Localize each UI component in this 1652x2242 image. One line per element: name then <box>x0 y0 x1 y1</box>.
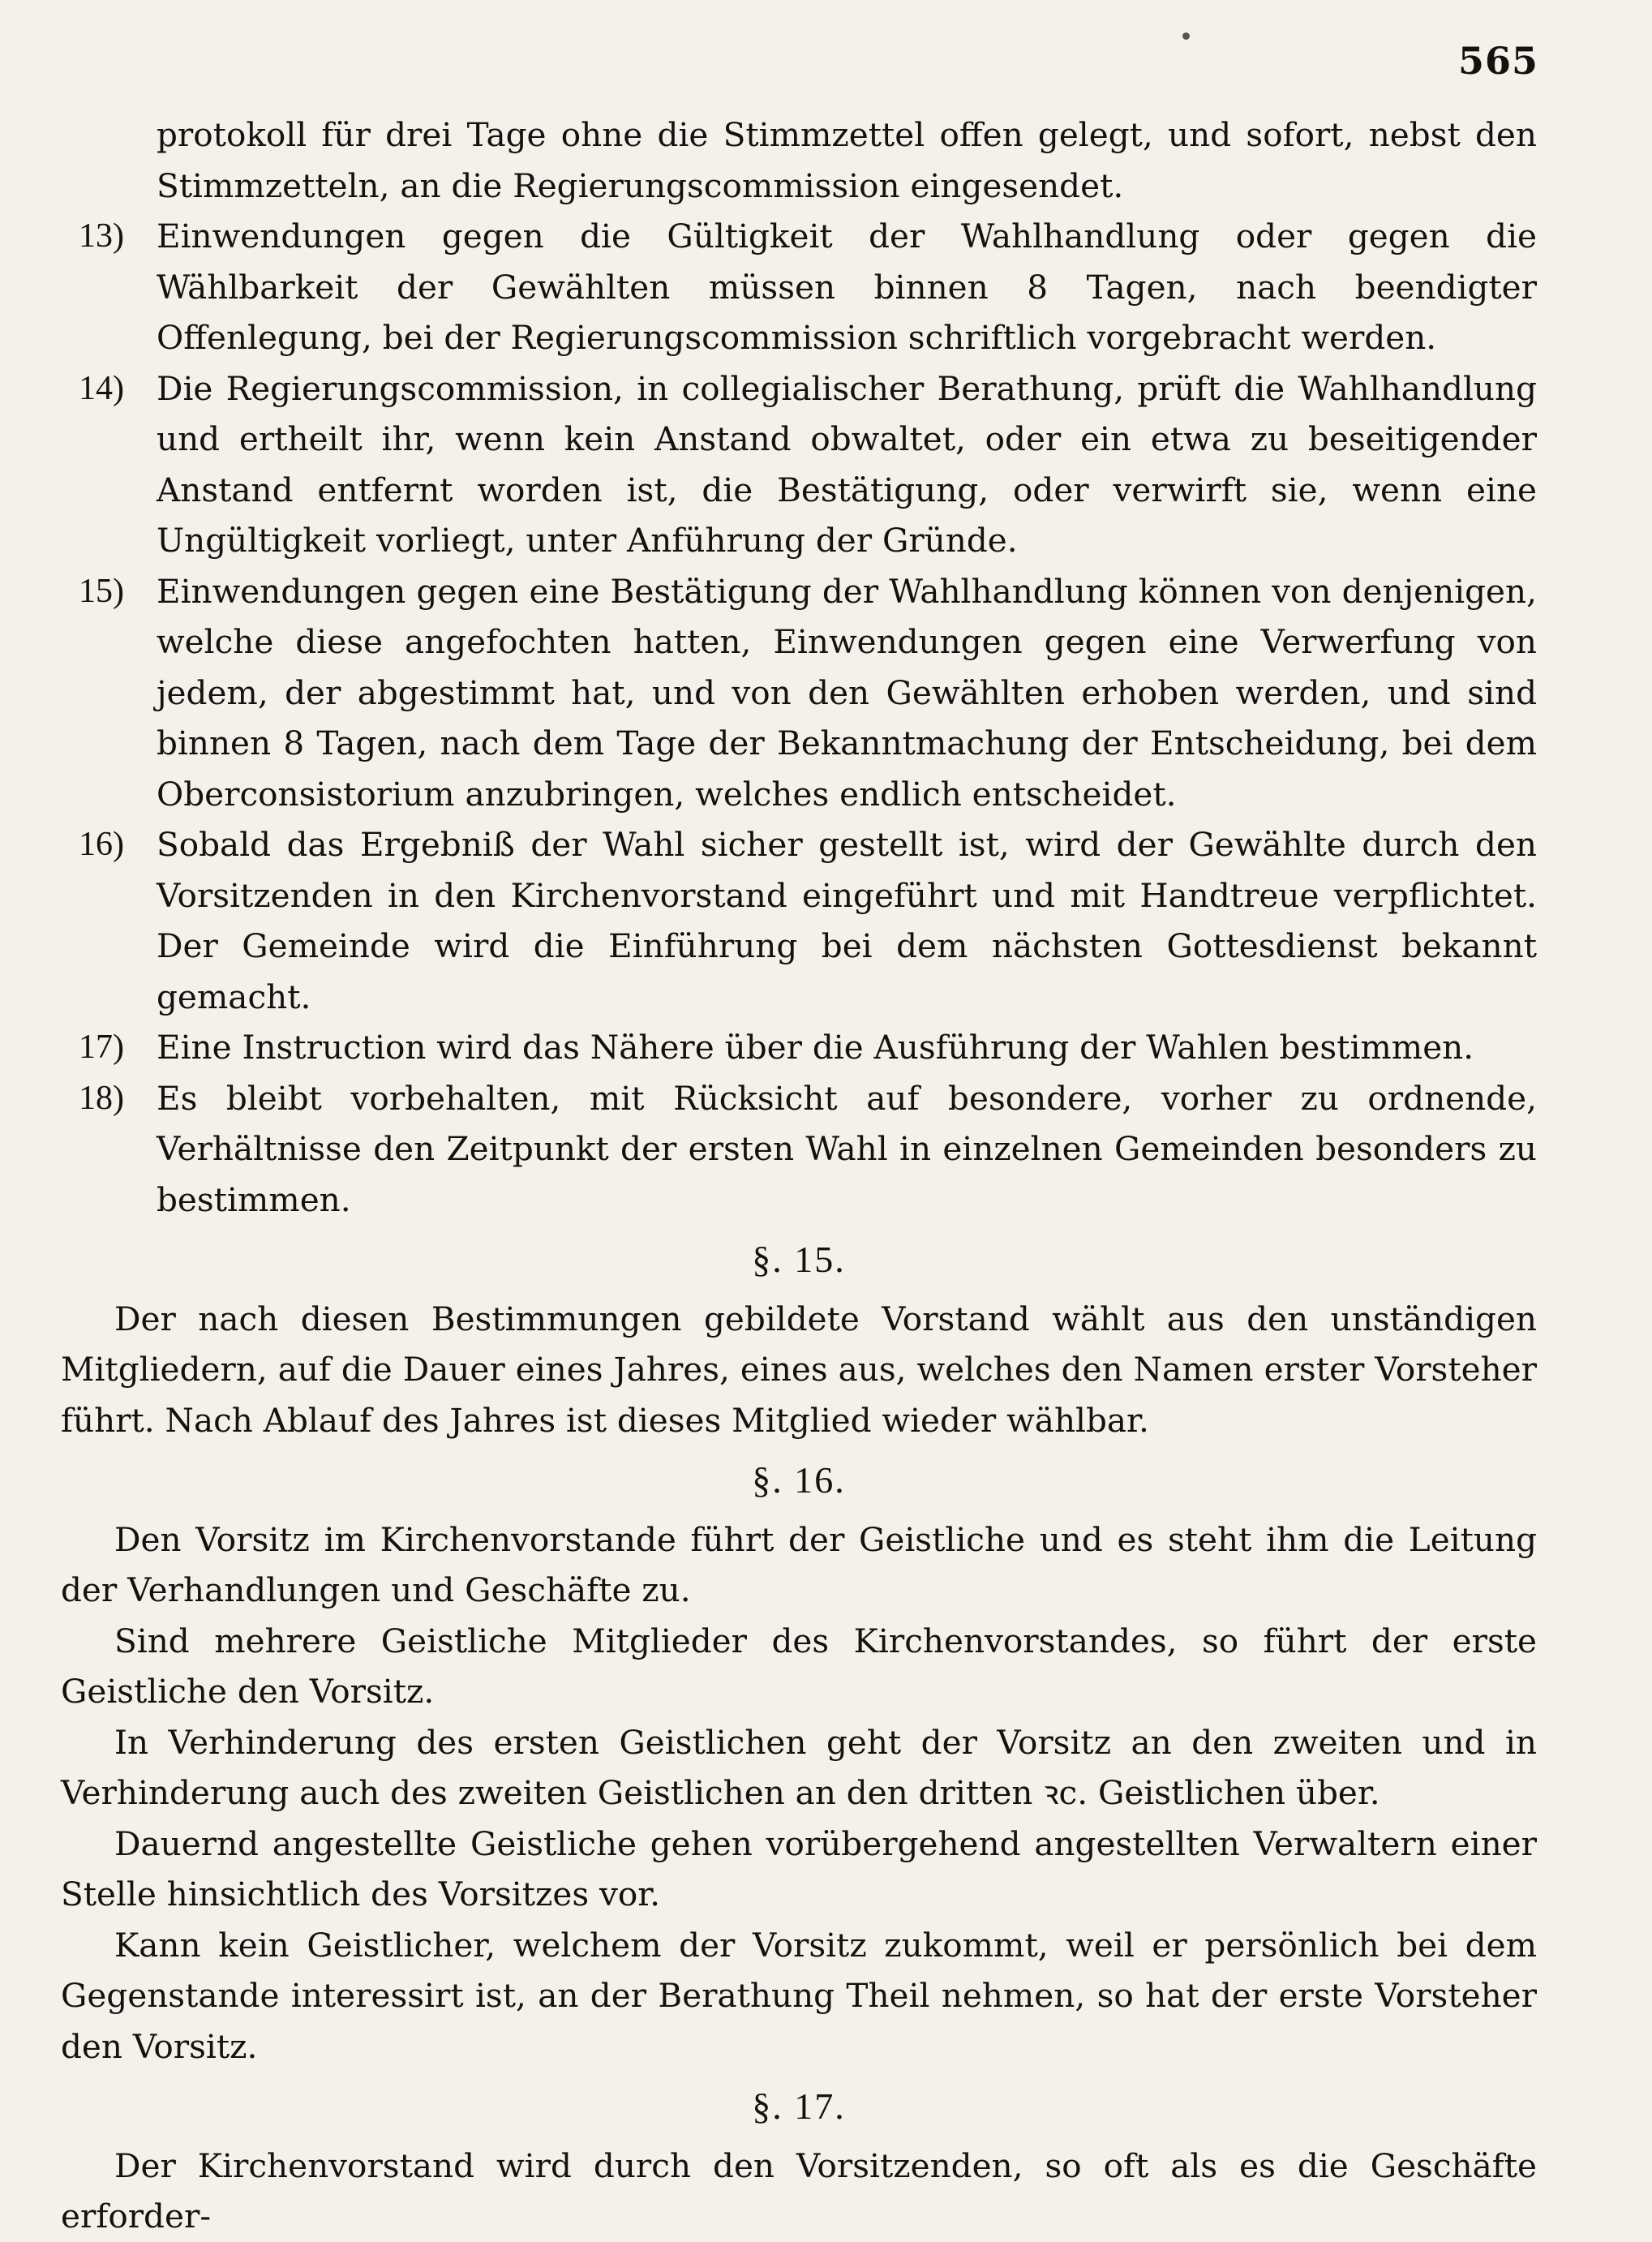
section-heading-15: §. 15. <box>752 1239 846 1280</box>
list-item-number: 17) <box>79 1029 124 1066</box>
list-item-text: protokoll für drei Tage ohne die Stimmzettel offen gelegt, und sofort, nebst den Stimmzetteln, an die Regierungscommission eingesendet. <box>157 115 1537 205</box>
list-item-13 <box>61 211 1537 363</box>
section-heading-16: §. 16. <box>752 1459 846 1501</box>
list-item-text: Einwendungen gegen die Gültigkeit der Wahlhandlung oder gegen die Wählbarkeit der Gewählten müssen binnen 8 Tagen, nach beendigter Offenlegung, bei der Regierungscommission schriftlich vorgebracht werden. <box>157 217 1537 357</box>
section-16-paragraph: Sind mehrere Geistliche Mitglieder des Kirchenvorstandes, so führt der erste Geistliche den Vorsitz. <box>61 1621 1537 1711</box>
list-item-number: 13) <box>79 217 124 255</box>
list-item-12-continued <box>61 110 1537 211</box>
list-item-17 <box>61 1022 1537 1073</box>
list-item-number: 15) <box>79 572 124 610</box>
list-item-14 <box>61 363 1537 566</box>
list-item-18 <box>61 1073 1537 1226</box>
page-number: 565 <box>1457 39 1538 83</box>
list-item-number: 18) <box>79 1079 124 1117</box>
list-item-text: Sobald das Ergebniß der Wahl sicher gestellt ist, wird der Gewählte durch den Vorsitzenden in den Kirchenvorstand eingeführt und mit Handtreue verpflichtet. Der Gemeinde wird die Einführung bei dem nächsten Gottesdienst bekannt gemacht. <box>157 825 1537 1016</box>
list-item-16 <box>61 819 1537 1022</box>
section-17-paragraph: Der Kirchenvorstand wird durch den Vorsitzenden, so oft als es die Geschäfte erforder- <box>61 2145 1537 2236</box>
list-item-text: Die Regierungscommission, in collegialischer Berathung, prüft die Wahlhandlung und ertheilt ihr, wenn kein Anstand obwaltet, oder ein etwa zu beseitigender Anstand entfernt worden ist, die Bestätigung, oder verwirft sie, wenn eine Ungültigkeit vorliegt, unter Anführung der Gründe. <box>157 368 1537 560</box>
section-15-paragraph: Der nach diesen Bestimmungen gebildete Vorstand wählt aus den unständigen Mitgliedern, auf die Dauer eines Jahres, eines aus, welches den Namen erster Vorsteher führt. Nach Ablauf des Jahres ist dieses Mitglied wieder wählbar. <box>61 1299 1537 1440</box>
section-16-paragraph: Dauernd angestellte Geistliche gehen vorübergehend angestellten Verwaltern einer Stelle hinsichtlich des Vorsitzes vor. <box>61 1823 1537 1913</box>
ink-spot <box>1182 32 1190 40</box>
list-item-text: Eine Instruction wird das Nähere über die Ausführung der Wahlen bestimmen. <box>157 1028 1474 1067</box>
list-item-15 <box>61 566 1537 820</box>
section-heading-17: §. 17. <box>752 2085 846 2127</box>
page-content <box>61 110 1537 2242</box>
list-item-text: Es bleibt vorbehalten, mit Rücksicht auf besondere, vorher zu ordnende, Verhältnisse den Zeitpunkt der ersten Wahl in einzelnen Gemeinden besonders zu bestimmen. <box>157 1078 1537 1219</box>
list-item-number: 16) <box>79 826 124 863</box>
list-item-text: Einwendungen gegen eine Bestätigung der Wahlhandlung können von denjenigen, welche diese angefochten hatten, Einwendungen gegen eine Verwerfung von jedem, der abgestimmt hat, und von den Gewählten erhoben werden, und sind binnen 8 Tagen, nach dem Tage der Bekanntmachung der Entscheidung, bei dem Oberconsistorium anzubringen, welches endlich entscheidet. <box>157 571 1537 814</box>
section-16-paragraph: Den Vorsitz im Kirchenvorstande führt der Geistliche und es steht ihm die Leitung der Verhandlungen und Geschäfte zu. <box>61 1519 1537 1609</box>
section-16-paragraph: In Verhinderung des ersten Geistlichen geht der Vorsitz an den zweiten und in Verhinderung auch des zweiten Geistlichen an den dritten ꝛc. Geistlichen über. <box>61 1722 1537 1812</box>
list-item-number: 14) <box>79 369 124 407</box>
section-16-paragraph: Kann kein Geistlicher, welchem der Vorsitz zukommt, weil er persönlich bei dem Gegenstande interessirt ist, an der Berathung Theil nehmen, so hat der erste Vorsteher den Vorsitz. <box>61 1925 1537 2066</box>
